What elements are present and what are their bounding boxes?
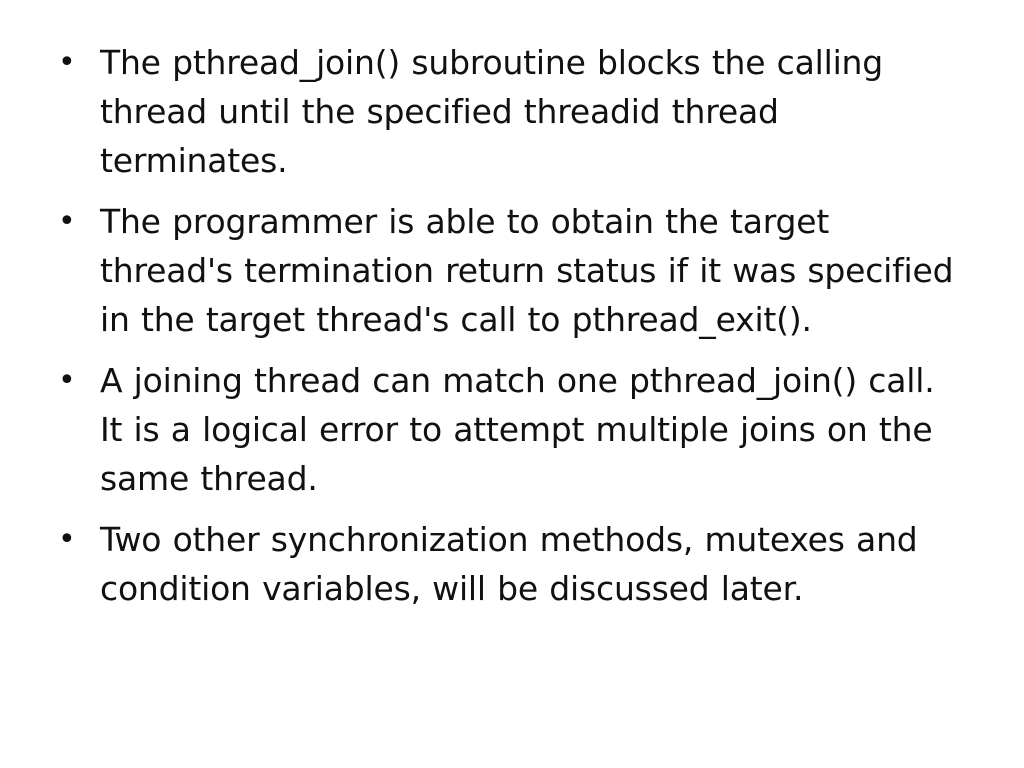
bullet-icon: • (58, 363, 76, 398)
bullet-item (58, 197, 968, 344)
bullet-icon: • (58, 204, 76, 239)
bullet-list (58, 38, 968, 625)
bullet-text: The programmer is able to obtain the target thread's termination return status if it was specified in the target thread's call to pthread_exit(). (100, 202, 954, 339)
bullet-text: Two other synchronization methods, mutexes and condition variables, will be discussed later. (100, 520, 918, 608)
bullet-icon: • (58, 522, 76, 557)
bullet-text: The pthread_join() subroutine blocks the calling thread until the specified threadid thread terminates. (100, 43, 884, 180)
bullet-item (58, 38, 968, 185)
bullet-item (58, 356, 968, 503)
bullet-item (58, 515, 968, 613)
bullet-text: A joining thread can match one pthread_join() call. It is a logical error to attempt multiple joins on the same thread. (100, 361, 935, 498)
bullet-icon: • (58, 45, 76, 80)
